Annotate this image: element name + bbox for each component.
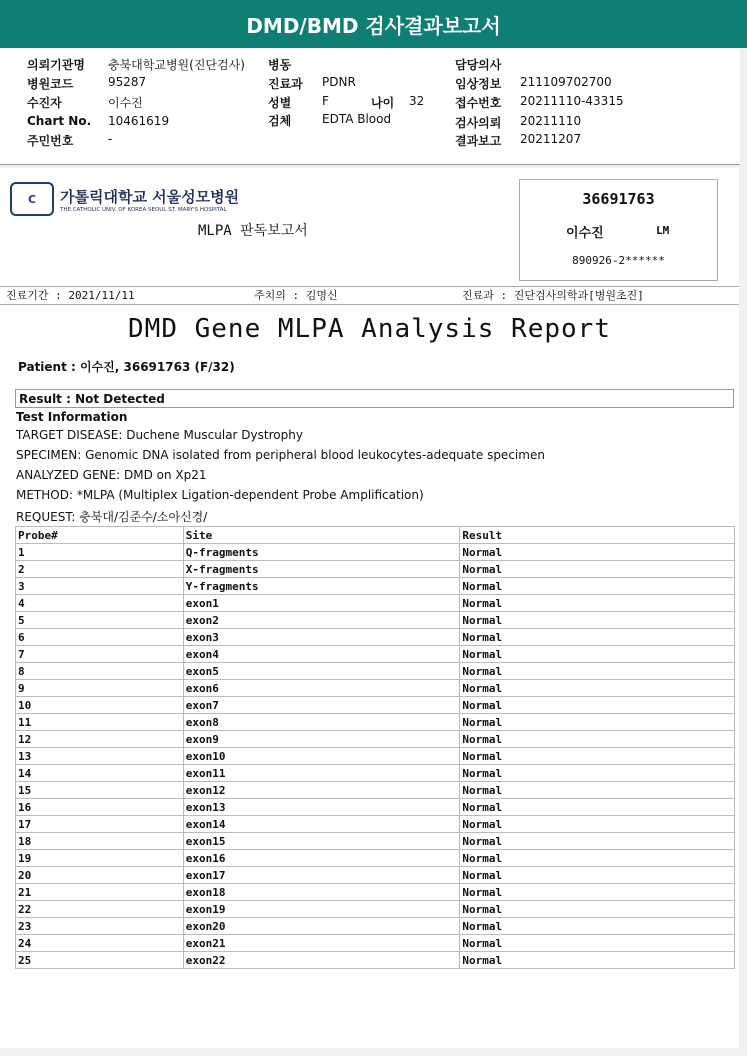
- site-cell: exon17: [183, 867, 460, 884]
- report-date-label: 결과보고: [455, 134, 502, 148]
- table-row: [16, 952, 735, 969]
- attending-physician: 주치의 : 김명신: [254, 289, 338, 302]
- result-cell: Normal: [460, 748, 735, 765]
- probe-cell: 11: [16, 714, 184, 731]
- result-cell: Normal: [460, 799, 735, 816]
- reception-value: 20211110-43315: [520, 94, 624, 108]
- hospital-name-english: THE CATHOLIC UNIV. OF KOREA SEOUL ST. MARY'S HOSPITAL: [60, 206, 227, 213]
- site-cell: exon18: [183, 884, 460, 901]
- result-cell: Normal: [460, 765, 735, 782]
- probe-cell: 20: [16, 867, 184, 884]
- site-cell: exon5: [183, 663, 460, 680]
- result-cell: Normal: [460, 833, 735, 850]
- table-row: [16, 595, 735, 612]
- site-cell: exon7: [183, 697, 460, 714]
- table-row: [16, 782, 735, 799]
- patient-id-box: [519, 179, 718, 281]
- specimen-line: SPECIMEN: Genomic DNA isolated from peripheral blood leukocytes-adequate specimen: [16, 448, 545, 462]
- patient-code: LM: [656, 224, 670, 237]
- probe-cell: 6: [16, 629, 184, 646]
- clinical-value: 211109702700: [520, 75, 612, 89]
- report-date-value: 20211207: [520, 132, 582, 146]
- site-cell: exon6: [183, 680, 460, 697]
- result-cell: Normal: [460, 629, 735, 646]
- probe-cell: 17: [16, 816, 184, 833]
- table-row: [16, 850, 735, 867]
- probe-cell: 4: [16, 595, 184, 612]
- site-cell: exon2: [183, 612, 460, 629]
- probe-cell: 1: [16, 544, 184, 561]
- patient-name: 이수진: [566, 226, 604, 241]
- table-header-row: [16, 527, 735, 544]
- table-row: [16, 765, 735, 782]
- result-cell: Normal: [460, 850, 735, 867]
- patient-summary: Patient : 이수진, 36691763 (F/32): [18, 360, 235, 374]
- table-row: [16, 901, 735, 918]
- result-cell: Normal: [460, 867, 735, 884]
- result-cell: Normal: [460, 697, 735, 714]
- hospital-logo: [10, 182, 239, 216]
- result-cell: Normal: [460, 544, 735, 561]
- result-cell: Normal: [460, 816, 735, 833]
- probe-cell: 15: [16, 782, 184, 799]
- result-cell: Normal: [460, 714, 735, 731]
- header-probe: Probe#: [16, 527, 184, 544]
- probe-cell: 18: [16, 833, 184, 850]
- visit-dept: 진료과 : 진단검사의학과[병원초진]: [462, 289, 644, 302]
- patient-info-panel: [0, 48, 740, 165]
- rrn-label: 주민번호: [27, 134, 74, 148]
- site-cell: exon1: [183, 595, 460, 612]
- table-row: [16, 748, 735, 765]
- result-cell: Normal: [460, 612, 735, 629]
- probe-cell: 5: [16, 612, 184, 629]
- analyzed-gene-line: ANALYZED GENE: DMD on Xp21: [16, 468, 207, 482]
- site-cell: exon16: [183, 850, 460, 867]
- request-date-label: 검사의뢰: [455, 116, 502, 130]
- site-cell: Y-fragments: [183, 578, 460, 595]
- request-date-value: 20211110: [520, 114, 582, 128]
- probe-cell: 8: [16, 663, 184, 680]
- table-row: [16, 884, 735, 901]
- visit-info-bar: [0, 286, 739, 305]
- result-cell: Normal: [460, 935, 735, 952]
- probe-cell: 21: [16, 884, 184, 901]
- site-cell: exon8: [183, 714, 460, 731]
- table-row: [16, 833, 735, 850]
- site-cell: exon19: [183, 901, 460, 918]
- specimen-value: EDTA Blood: [322, 112, 392, 126]
- result-cell: Normal: [460, 918, 735, 935]
- result-cell: Normal: [460, 561, 735, 578]
- result-cell: Normal: [460, 952, 735, 969]
- test-info-heading: Test Information: [16, 410, 128, 424]
- result-cell: Normal: [460, 595, 735, 612]
- table-row: [16, 629, 735, 646]
- table-row: [16, 816, 735, 833]
- target-disease-line: TARGET DISEASE: Duchene Muscular Dystrophy: [16, 428, 303, 442]
- hospital-code-label: 병원코드: [27, 77, 74, 91]
- report-document: [0, 168, 739, 1048]
- table-row: [16, 612, 735, 629]
- reception-label: 접수번호: [455, 96, 502, 110]
- table-row: [16, 544, 735, 561]
- probe-cell: 9: [16, 680, 184, 697]
- sex-value: F: [322, 94, 329, 108]
- specimen-label: 검체: [268, 114, 292, 128]
- age-value: 32: [409, 94, 425, 108]
- analysis-report-title: DMD Gene MLPA Analysis Report: [128, 314, 611, 344]
- probe-results-table: [15, 526, 735, 969]
- probe-cell: 3: [16, 578, 184, 595]
- table-row: [16, 731, 735, 748]
- result-cell: Normal: [460, 680, 735, 697]
- result-cell: Normal: [460, 646, 735, 663]
- table-row: [16, 578, 735, 595]
- table-row: [16, 663, 735, 680]
- doctor-label: 담당의사: [455, 58, 502, 72]
- patient-rrn: 890926-2******: [572, 254, 665, 267]
- probe-cell: 23: [16, 918, 184, 935]
- site-cell: Q-fragments: [183, 544, 460, 561]
- result-cell: Normal: [460, 884, 735, 901]
- probe-cell: 25: [16, 952, 184, 969]
- probe-cell: 2: [16, 561, 184, 578]
- table-row: [16, 935, 735, 952]
- result-cell: Normal: [460, 782, 735, 799]
- probe-cell: 19: [16, 850, 184, 867]
- probe-cell: 24: [16, 935, 184, 952]
- visit-date: 진료기간 : 2021/11/11: [6, 289, 135, 302]
- rrn-value: -: [108, 132, 113, 146]
- result-cell: Normal: [460, 663, 735, 680]
- table-row: [16, 680, 735, 697]
- result-cell: Normal: [460, 578, 735, 595]
- examinee-label: 수진자: [27, 96, 62, 110]
- probe-cell: 10: [16, 697, 184, 714]
- mlpa-report-title: MLPA 판독보고서: [198, 223, 308, 239]
- site-cell: exon22: [183, 952, 460, 969]
- chart-value: 10461619: [108, 114, 170, 128]
- site-cell: exon21: [183, 935, 460, 952]
- hospital-name: 가톨릭대학교 서울성모병원: [60, 187, 240, 206]
- institution-label: 의뢰기관명: [27, 58, 85, 72]
- table-row: [16, 646, 735, 663]
- result-cell: Normal: [460, 731, 735, 748]
- clinical-label: 임상정보: [455, 77, 502, 91]
- site-cell: exon10: [183, 748, 460, 765]
- dept-label: 진료과: [268, 77, 303, 91]
- header-site: Site: [183, 527, 460, 544]
- table-row: [16, 799, 735, 816]
- table-row: [16, 867, 735, 884]
- site-cell: exon3: [183, 629, 460, 646]
- dept-value: PDNR: [322, 75, 356, 89]
- age-label: 나이: [371, 96, 395, 110]
- report-header-title: DMD/BMD 검사결과보고서: [0, 0, 747, 48]
- institution-value: 충북대학교병원(진단검사): [108, 58, 245, 72]
- hospital-code-value: 95287: [108, 75, 147, 89]
- site-cell: exon9: [183, 731, 460, 748]
- chart-label: Chart No.: [27, 114, 92, 128]
- hospital-emblem-icon: C: [10, 182, 54, 216]
- probe-cell: 14: [16, 765, 184, 782]
- site-cell: exon20: [183, 918, 460, 935]
- request-line: REQUEST: 충북대/김준수/소아신경/: [16, 510, 208, 524]
- probe-cell: 22: [16, 901, 184, 918]
- site-cell: exon13: [183, 799, 460, 816]
- result-cell: Normal: [460, 901, 735, 918]
- probe-cell: 16: [16, 799, 184, 816]
- site-cell: X-fragments: [183, 561, 460, 578]
- site-cell: exon4: [183, 646, 460, 663]
- probe-cell: 13: [16, 748, 184, 765]
- method-line: METHOD: *MLPA (Multiplex Ligation-dependent Probe Amplification): [16, 488, 424, 502]
- probe-cell: 12: [16, 731, 184, 748]
- table-row: [16, 918, 735, 935]
- result-box: Result : Not Detected: [15, 389, 734, 408]
- table-row: [16, 561, 735, 578]
- sex-label: 성별: [268, 96, 292, 110]
- site-cell: exon15: [183, 833, 460, 850]
- examinee-value: 이수진: [108, 96, 143, 110]
- probe-cell: 7: [16, 646, 184, 663]
- site-cell: exon14: [183, 816, 460, 833]
- site-cell: exon11: [183, 765, 460, 782]
- ward-label: 병동: [268, 58, 292, 72]
- header-result: Result: [460, 527, 735, 544]
- table-row: [16, 714, 735, 731]
- patient-number: 36691763: [582, 190, 655, 208]
- site-cell: exon12: [183, 782, 460, 799]
- table-row: [16, 697, 735, 714]
